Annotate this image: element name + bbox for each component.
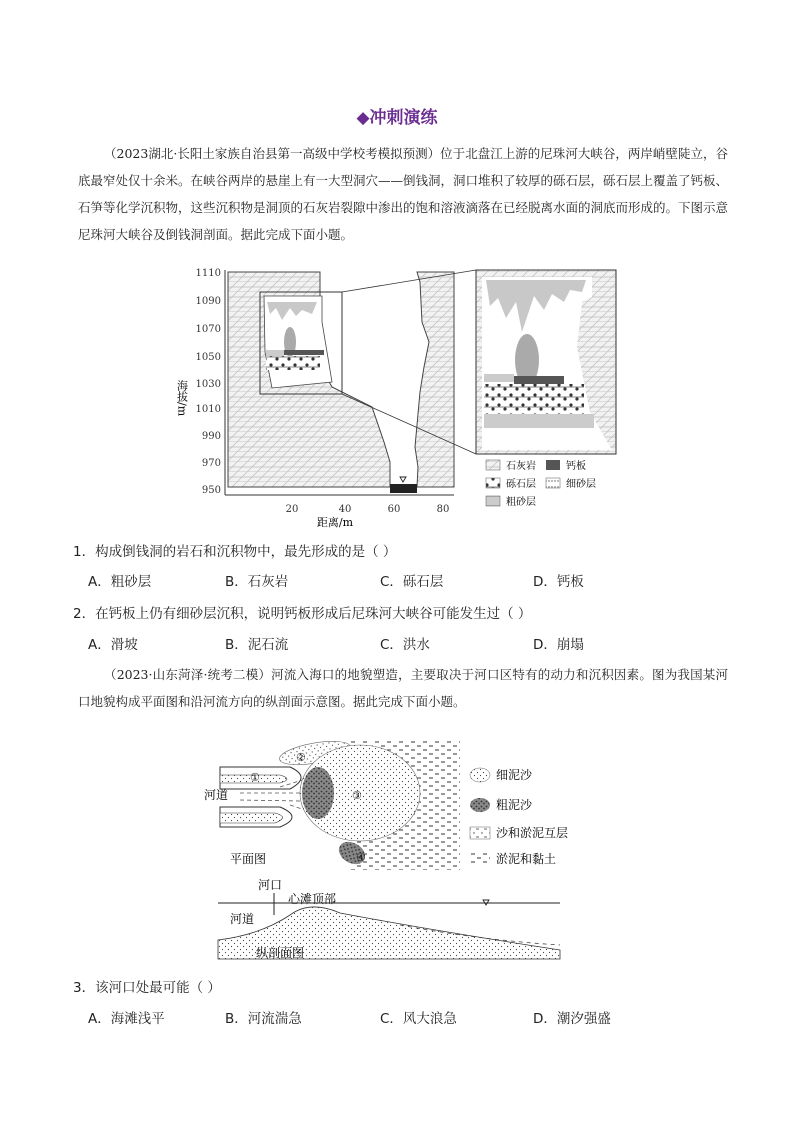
marker-3: ③ [352, 789, 362, 802]
y-tick: 1070 [195, 324, 221, 335]
y-tick: 1030 [195, 379, 221, 390]
x-axis-label: 距离/m [316, 516, 354, 529]
canyon-profile-figure [172, 262, 620, 530]
x-tick: 60 [387, 504, 401, 515]
y-axis-label: 海拔/m [175, 380, 189, 417]
plan-label: 平面图 [230, 852, 267, 866]
marker-2: ② [296, 751, 306, 764]
mouth-label: 河口 [258, 878, 283, 892]
q3-option-a[interactable]: A．海滩浅平 [88, 1011, 165, 1027]
legend-fine-sand: 细砂层 [566, 479, 596, 490]
estuary-figure [200, 735, 580, 963]
y-tick: 990 [201, 431, 221, 442]
q2-option-c[interactable]: C．洪水 [380, 637, 430, 653]
question-3-stem: 3．该河口处最可能（ ） [73, 980, 221, 996]
section-label: 纵剖面图 [256, 946, 305, 960]
legend-coarse-mud: 粗泥沙 [496, 798, 533, 812]
question-1-stem: 1．构成倒钱洞的岩石和沉积物中，最先形成的是（ ） [73, 544, 397, 560]
y-tick: 970 [201, 458, 221, 469]
plan-river-label: 河道 [204, 788, 229, 802]
legend-gravel: 砾石层 [506, 479, 536, 490]
x-tick: 20 [285, 504, 299, 515]
legend-fine-mud: 细泥沙 [496, 768, 533, 782]
x-tick: 40 [338, 504, 352, 515]
marker-4: ④ [356, 851, 366, 864]
bar-top-label: 心滩顶部 [288, 892, 337, 906]
legend-coarse-sand: 粗砂层 [506, 497, 536, 508]
y-tick: 950 [201, 485, 221, 496]
section-title: ◆冲刺演练 [356, 108, 438, 128]
y-tick: 1010 [195, 404, 221, 415]
question-2-stem: 2．在钙板上仍有细砂层沉积，说明钙板形成后尼珠河大峡谷可能发生过（ ） [73, 606, 532, 622]
q3-option-c[interactable]: C．风大浪急 [380, 1011, 457, 1027]
q3-option-b[interactable]: B．河流湍急 [225, 1011, 302, 1027]
legend-silt-clay: 淤泥和黏土 [496, 852, 557, 866]
x-tick: 80 [436, 504, 450, 515]
q1-option-a[interactable]: A．粗砂层 [88, 574, 152, 590]
y-tick: 1110 [195, 268, 221, 279]
y-tick: 1050 [195, 352, 221, 363]
marker-1: ① [250, 771, 260, 784]
q1-option-c[interactable]: C．砾石层 [380, 574, 444, 590]
q1-option-b[interactable]: B．石灰岩 [225, 574, 289, 590]
q2-option-a[interactable]: A．滑坡 [88, 637, 138, 653]
y-tick: 1090 [195, 296, 221, 307]
legend-sand-silt-layers: 沙和淤泥互层 [496, 826, 569, 840]
legend-limestone: 石灰岩 [506, 461, 536, 472]
passage-1: （2023湖北·长阳土家族自治县第一高级中学校考模拟预测）位于北盘江上游的尼珠河大峡谷，两岸峭壁陡立，谷底最窄处仅十余米。在峡谷两岸的悬崖上有一大型洞穴——倒钱洞，洞口堆积了较厚的砾石层，砾石层上覆盖了钙板、石笋等化学沉积物，这些沉积物是洞顶的石灰岩裂隙中渗出的饱和溶液滴落在已经脱离水面的洞底而形成的。下图示意尼珠河大峡谷及倒钱洞剖面。据此完成下面小题。 [78, 146, 729, 242]
passage-2: （2023·山东菏泽·统考二模）河流入海口的地貌塑造，主要取决于河口区特有的动力和沉积因素。图为我国某河口地貌构成平面图和沿河流方向的纵剖面示意图。据此完成下面小题。 [78, 667, 728, 709]
q3-option-d[interactable]: D．潮汐强盛 [533, 1011, 611, 1027]
q1-option-d[interactable]: D．钙板 [533, 574, 584, 590]
q2-option-d[interactable]: D．崩塌 [533, 637, 584, 653]
section-river-label: 河道 [230, 912, 255, 926]
legend-calcium-plate: 钙板 [566, 461, 586, 472]
q2-option-b[interactable]: B．泥石流 [225, 637, 289, 653]
